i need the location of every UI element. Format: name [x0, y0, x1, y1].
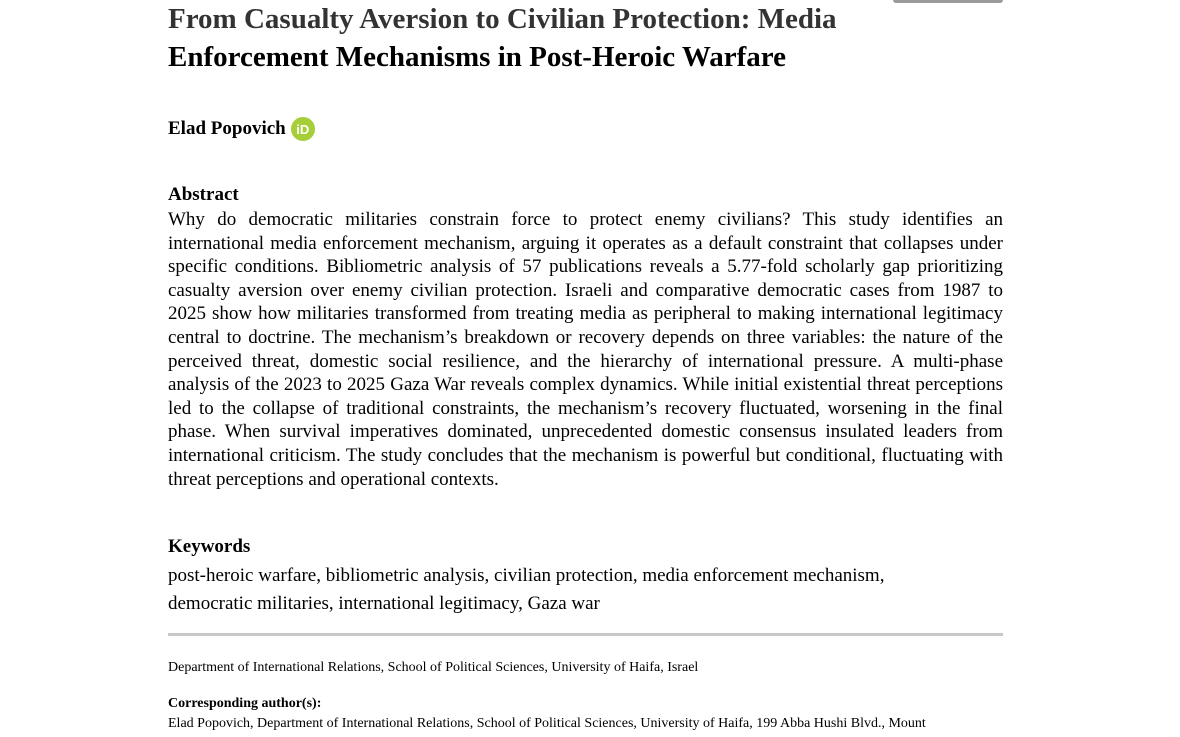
abstract-text: Why do democratic militaries constrain force to protect enemy civilians? This study identifies an international media enforcement mechanism, arguing it operates as a default constraint that collapses under specific conditions. Bibliometric analysis of 57 publications reveals a 5.77-fold scholarly gap prioritizing casualty aversion over enemy civilian protection. Israeli and comparative democratic cases from 1987 to 2025 show how militaries transformed from treating media as peripheral to making international legitimacy central to doctrine. The mechanism’s breakdown or recovery depends on three variables: the nature of the perceived threat, domestic social resilience, and the hierarchy of international pressure. A multi-phase analysis of the 2023 to 2025 Gaza War reveals complex dynamics. While initial existential threat perceptions led to the collapse of traditional constraints, the mechanism’s recovery fluctuated, worsening in the final phase. When survival imperatives dominated, unprecedented domestic consensus insulated leaders from international criticism. The study concludes that the mechanism is powerful but conditional, fluctuating with threat perceptions and operational contexts.: [168, 209, 1003, 490]
orcid-icon[interactable]: iD: [291, 117, 315, 141]
keywords-line-1: post-heroic warfare, bibliometric analysis, civilian protection, media enforcement mechanism,: [168, 565, 885, 586]
abstract-heading: Abstract: [168, 184, 239, 205]
affiliation: Department of International Relations, School of Political Sciences, University of Haifa, Israel: [168, 660, 699, 675]
keywords-heading: Keywords: [168, 536, 251, 557]
author-name[interactable]: Elad Popovich: [168, 118, 286, 139]
corresponding-heading: Corresponding author(s):: [168, 696, 322, 711]
corresponding-author: Elad Popovich, Department of International Relations, School of Political Sciences, University of Haifa, 199 Abba Hushi Blvd., Mount: [168, 716, 926, 731]
title-line-1: From Casualty Aversion to Civilian Protection: Media: [168, 3, 837, 35]
keywords: [168, 562, 1003, 618]
article-title: [168, 0, 1003, 76]
divider: [168, 633, 1003, 636]
title-line-2: Enforcement Mechanisms in Post-Heroic Warfare: [168, 41, 787, 73]
author-line: [168, 117, 1003, 141]
keywords-line-2: democratic militaries, international legitimacy, Gaza war: [168, 593, 600, 614]
